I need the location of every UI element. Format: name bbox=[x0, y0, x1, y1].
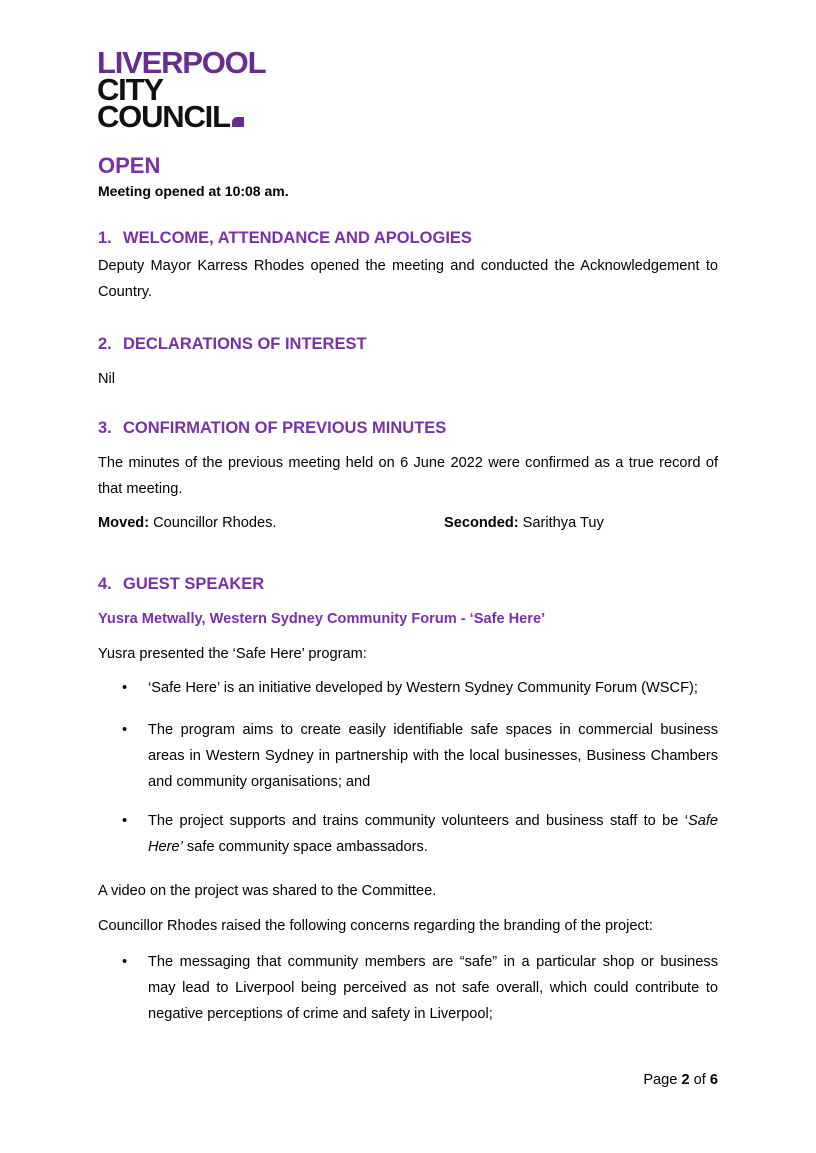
moved-label: Moved: bbox=[98, 515, 150, 531]
section-3-body: The minutes of the previous meeting held on 6 June 2022 were confirmed as a true record of that meeting. bbox=[98, 455, 718, 497]
section-2-title: DECLARATIONS OF INTEREST bbox=[123, 335, 367, 353]
page-current: 2 bbox=[681, 1072, 690, 1088]
bullet-icon: • bbox=[122, 954, 128, 970]
section-2-body: Nil bbox=[98, 371, 116, 387]
concerns-intro-text: Councillor Rhodes raised the following concerns regarding the branding of the project: bbox=[98, 918, 653, 934]
logo-mark-icon bbox=[232, 117, 244, 127]
section-4-heading bbox=[98, 574, 264, 594]
seconded-label: Seconded: bbox=[444, 515, 519, 531]
section-1-heading bbox=[98, 228, 472, 248]
council-logo bbox=[97, 47, 287, 132]
page-total: 6 bbox=[709, 1072, 718, 1088]
guest-speaker-intro: Yusra presented the ‘Safe Here’ program: bbox=[98, 646, 367, 662]
section-3-title: CONFIRMATION OF PREVIOUS MINUTES bbox=[123, 419, 447, 437]
bullet-icon: • bbox=[122, 722, 128, 738]
page-number bbox=[643, 1071, 718, 1089]
section-1-number: 1. bbox=[98, 229, 112, 247]
section-2-number: 2. bbox=[98, 335, 112, 353]
open-heading: OPEN bbox=[98, 153, 161, 178]
logo-council-text: COUNCIL bbox=[97, 99, 230, 134]
bullet-3-pre: The project supports and trains community volunteers and business staff to be ‘ bbox=[148, 813, 688, 829]
moved-value: Councillor Rhodes. bbox=[149, 515, 277, 531]
bullet-3-post: safe community space ambassadors. bbox=[182, 839, 428, 855]
section-4-number: 4. bbox=[98, 575, 112, 593]
page-middle: of bbox=[689, 1072, 710, 1088]
list-item-text bbox=[148, 808, 718, 860]
meeting-opened-text: Meeting opened at 10:08 am. bbox=[98, 183, 289, 199]
section-3-number: 3. bbox=[98, 419, 112, 437]
seconded-value: Sarithya Tuy bbox=[518, 515, 604, 531]
list-item-text: The program aims to create easily identifiable safe spaces in commercial business areas in Western Sydney in partnership with the local businesses, Business Chambers and community organisations; and bbox=[148, 722, 718, 790]
guest-speaker-subheading: Yusra Metwally, Western Sydney Community Forum - ‘Safe Here’ bbox=[98, 611, 546, 627]
list-item-text: The messaging that community members are “safe” in a particular shop or business may lead to Liverpool being perceived as not safe overall, which could contribute to negative perceptions of crime and safety in Liverpool; bbox=[148, 954, 718, 1022]
logo-line-liverpool: LIVERPOOL bbox=[97, 45, 266, 80]
logo-line-city: CITY bbox=[97, 72, 163, 107]
section-1-body: Deputy Mayor Karress Rhodes opened the meeting and conducted the Acknowledgement to Country. bbox=[98, 258, 718, 300]
bullet-3-italic: Safe Here’ bbox=[148, 813, 718, 855]
bullet-icon: • bbox=[122, 680, 128, 696]
section-3-heading bbox=[98, 418, 446, 438]
section-4-title: GUEST SPEAKER bbox=[123, 575, 265, 593]
video-shared-text: A video on the project was shared to the Committee. bbox=[98, 883, 437, 899]
bullet-icon: • bbox=[122, 813, 128, 829]
page-prefix: Page bbox=[643, 1072, 682, 1088]
logo-line-council bbox=[97, 101, 244, 132]
moved-line bbox=[98, 510, 276, 536]
seconded-line bbox=[444, 510, 604, 536]
list-item-text: ‘Safe Here’ is an initiative developed by Western Sydney Community Forum (WSCF); bbox=[148, 680, 698, 696]
section-1-title: WELCOME, ATTENDANCE AND APOLOGIES bbox=[123, 229, 472, 247]
section-2-heading bbox=[98, 334, 367, 354]
